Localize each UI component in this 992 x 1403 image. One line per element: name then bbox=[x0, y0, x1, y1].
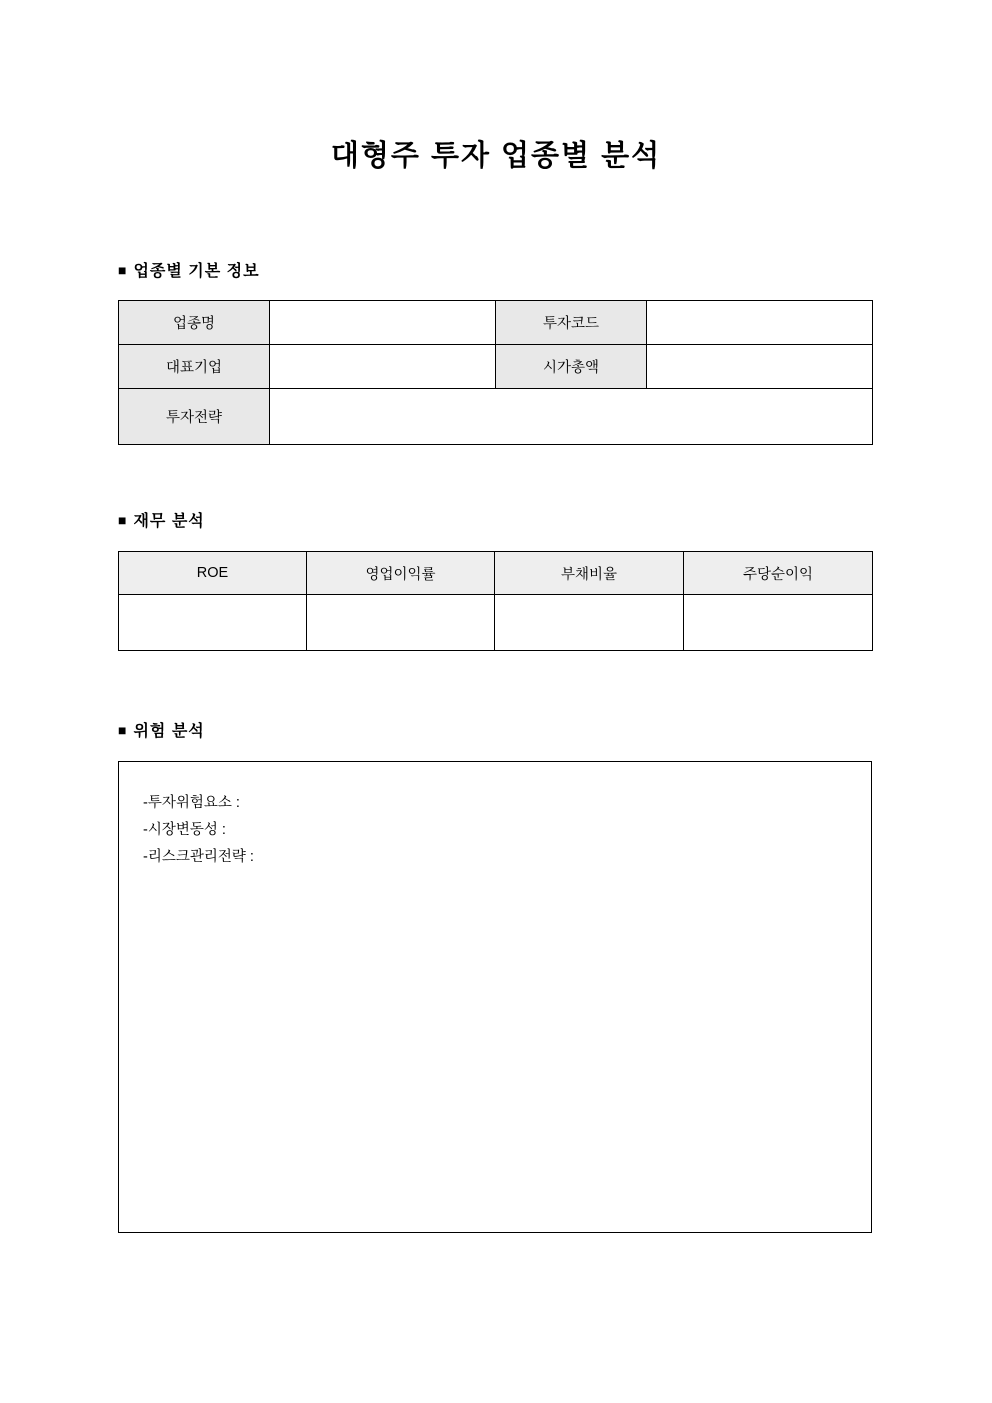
section-heading-risk-label: 위험 분석 bbox=[133, 723, 205, 740]
col-header-debt-ratio: 부채비율 bbox=[495, 552, 684, 595]
risk-analysis-textarea[interactable] bbox=[118, 761, 872, 1233]
bullet-square-icon: ■ bbox=[118, 512, 127, 528]
bullet-square-icon: ■ bbox=[118, 262, 127, 278]
section-basic-info bbox=[118, 258, 874, 445]
table-row bbox=[119, 389, 873, 445]
table-row bbox=[119, 345, 873, 389]
section-heading-basic bbox=[118, 258, 874, 281]
cell-label-market-cap: 시가총액 bbox=[496, 345, 647, 389]
section-heading-financial-label: 재무 분석 bbox=[133, 513, 205, 530]
cell-label-investment-strategy: 투자전략 bbox=[119, 389, 270, 445]
cell-label-investment-code: 투자코드 bbox=[496, 301, 647, 345]
cell-value-market-cap[interactable] bbox=[647, 345, 873, 389]
cell-value-industry-name[interactable] bbox=[270, 301, 496, 345]
col-header-operating-margin: 영업이익률 bbox=[307, 552, 495, 595]
section-financial-analysis bbox=[118, 508, 874, 651]
risk-line-investment-risk-factor: -투자위험요소 : bbox=[143, 795, 240, 811]
risk-line-market-volatility: -시장변동성 : bbox=[143, 822, 226, 838]
table-header-row bbox=[119, 552, 873, 595]
section-heading-risk bbox=[118, 718, 874, 741]
cell-value-operating-margin[interactable] bbox=[307, 595, 495, 651]
col-header-roe: ROE bbox=[119, 552, 307, 595]
cell-label-industry-name: 업종명 bbox=[119, 301, 270, 345]
table-row bbox=[119, 595, 873, 651]
section-heading-financial bbox=[118, 508, 874, 531]
cell-label-representative-company: 대표기업 bbox=[119, 345, 270, 389]
cell-value-representative-company[interactable] bbox=[270, 345, 496, 389]
section-heading-basic-label: 업종별 기본 정보 bbox=[133, 263, 260, 280]
col-header-eps: 주당순이익 bbox=[684, 552, 873, 595]
basic-info-table bbox=[118, 300, 873, 445]
cell-value-investment-strategy[interactable] bbox=[270, 389, 873, 445]
cell-value-roe[interactable] bbox=[119, 595, 307, 651]
cell-value-eps[interactable] bbox=[684, 595, 873, 651]
cell-value-debt-ratio[interactable] bbox=[495, 595, 684, 651]
page-title: 대형주 투자 업종별 분석 bbox=[330, 140, 662, 172]
cell-value-investment-code[interactable] bbox=[647, 301, 873, 345]
risk-line-risk-management-strategy: -리스크관리전략 : bbox=[143, 849, 254, 865]
financial-analysis-table bbox=[118, 551, 873, 651]
section-risk-analysis bbox=[118, 718, 874, 1233]
bullet-square-icon: ■ bbox=[118, 722, 127, 738]
table-row bbox=[119, 301, 873, 345]
